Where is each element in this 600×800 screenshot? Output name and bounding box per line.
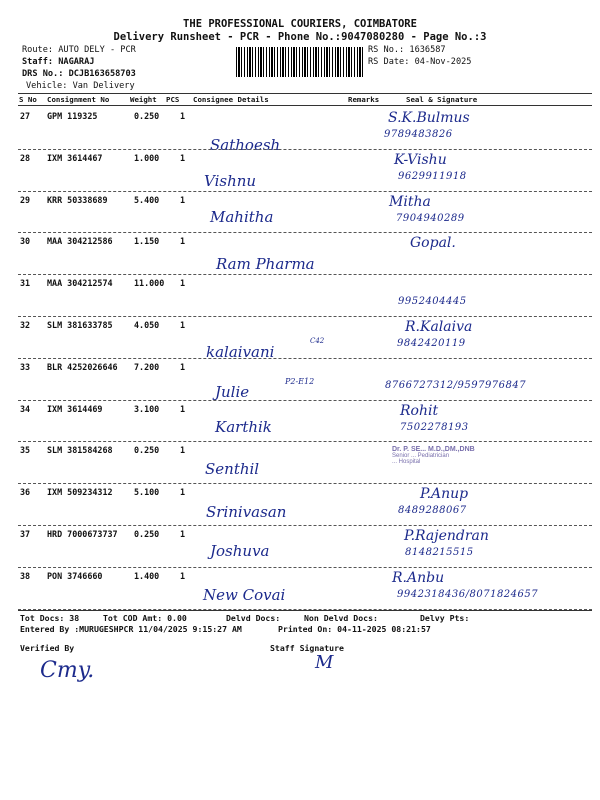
consignee-handwritten: Karthik xyxy=(215,417,272,436)
row-pcs: 1 xyxy=(180,320,186,330)
row-sno: 31 xyxy=(20,278,31,289)
row-divider xyxy=(18,274,592,275)
row-sno: 27 xyxy=(20,111,31,121)
row-divider xyxy=(18,525,592,526)
barcode xyxy=(236,47,364,77)
row-divider xyxy=(18,232,592,233)
row-consignment: GPM 119325 xyxy=(47,111,98,121)
row-pcs: 1 xyxy=(180,278,186,289)
consignee-handwritten: New Covai xyxy=(203,585,286,604)
consignee-handwritten: Joshuva xyxy=(210,542,270,560)
page-subtitle: Delivery Runsheet - PCR - Phone No.:9047080280 - Page No.:3 xyxy=(113,31,487,43)
printed-on: Printed On: 04-11-2025 08:21:57 xyxy=(278,624,431,634)
signature: P.Rajendran xyxy=(404,528,489,544)
row-pcs: 1 xyxy=(180,361,186,372)
phone-handwritten: 9789483826 xyxy=(384,129,453,140)
row-divider xyxy=(18,149,592,150)
row-divider xyxy=(18,191,592,192)
phone-handwritten: 9942318436/8071824657 xyxy=(397,588,539,600)
phone-handwritten: 7904940289 xyxy=(396,212,465,224)
row-consignment: HRD 7000673737 xyxy=(47,529,118,539)
col-pcs: PCS xyxy=(166,95,180,104)
row-weight: 5.400 xyxy=(134,194,160,205)
col-seal: Seal & Signature xyxy=(406,95,478,104)
row-consignment: IXM 3614467 xyxy=(47,152,103,163)
row-consignment: BLR 4252026646 xyxy=(47,361,118,372)
consignee-handwritten: Vishnu xyxy=(204,171,257,190)
stamp-line1: Dr. P. SE... M.D.,DM.,DNB xyxy=(392,446,475,453)
row-weight: 1.000 xyxy=(134,152,160,163)
signature: S.K.Bulmus xyxy=(388,110,470,126)
delvd-docs: Delvd Docs: xyxy=(226,613,281,623)
staff: Staff: NAGARAJ xyxy=(22,57,95,67)
row-weight: 0.250 xyxy=(134,111,160,121)
row-weight: 0.250 xyxy=(134,529,160,539)
row-divider xyxy=(18,441,592,442)
row-weight: 3.100 xyxy=(134,403,160,414)
signature: K-Vishu xyxy=(394,151,447,168)
row-sno: 37 xyxy=(20,529,31,539)
row-consignment: MAA 304212574 xyxy=(47,278,113,289)
row-divider xyxy=(18,316,592,317)
phone-handwritten: 7502278193 xyxy=(400,421,469,433)
row-weight: 1.400 xyxy=(134,570,160,581)
row-sno: 28 xyxy=(20,152,31,163)
entered-by: Entered By :MURUGESHPCR 11/04/2025 9:15:27 AM xyxy=(20,624,242,634)
tot-cod: Tot COD Amt: 0.00 xyxy=(103,613,187,623)
col-consignee: Consignee Details xyxy=(193,95,269,104)
row-weight: 1.150 xyxy=(134,236,160,247)
col-remarks: Remarks xyxy=(348,95,380,104)
row-pcs: 1 xyxy=(180,403,186,414)
phone-handwritten: 8148215515 xyxy=(405,547,474,558)
stamp-line2: Senior ... Pediatrician xyxy=(392,453,450,459)
row-consignment: MAA 304212586 xyxy=(47,236,113,247)
row-weight: 7.200 xyxy=(134,361,160,372)
tot-docs: Tot Docs: 38 xyxy=(20,613,80,623)
rs-date: RS Date: 04-Nov-2025 xyxy=(368,57,472,67)
consignee-handwritten: Julie xyxy=(215,382,250,401)
phone-handwritten: 9629911918 xyxy=(398,170,467,182)
row-sno: 35 xyxy=(20,445,31,456)
col-sno: S No xyxy=(19,95,37,104)
stamp-line3: ... Hospital xyxy=(392,459,421,465)
col-consignment: Consignment No xyxy=(47,95,110,104)
row-consignment: IXM 509234312 xyxy=(47,487,113,498)
note-c42: C42 xyxy=(310,337,325,345)
consignee-handwritten: Srinivasan xyxy=(206,503,287,522)
consignee-handwritten: Senthil xyxy=(205,460,260,479)
row-sno: 36 xyxy=(20,487,31,498)
row-pcs: 1 xyxy=(180,529,186,539)
row-weight: 5.100 xyxy=(134,487,160,498)
row-consignment: SLM 381633785 xyxy=(47,320,113,330)
row-pcs: 1 xyxy=(180,570,186,581)
drs-number: DRS No.: DCJB163658703 xyxy=(22,69,136,79)
col-weight: Weight xyxy=(130,95,157,104)
route: Route: AUTO DELY - PCR xyxy=(22,45,136,55)
row-divider xyxy=(18,358,592,359)
signature: R.Kalaiva xyxy=(405,319,473,335)
phone-handwritten: 8489288067 xyxy=(398,505,467,517)
non-delvd-docs: Non Delvd Docs: xyxy=(304,613,378,623)
doctor-stamp xyxy=(392,446,582,494)
staff-signature-label: Staff Signature xyxy=(270,643,344,653)
row-sno: 32 xyxy=(20,320,31,330)
row-divider xyxy=(18,400,592,401)
signature: Rohit xyxy=(400,402,439,419)
row-pcs: 1 xyxy=(180,445,186,456)
row-consignment: PON 3746660 xyxy=(47,570,103,581)
note-p2: P2-E12 xyxy=(285,377,315,386)
row-divider xyxy=(18,567,592,568)
consignee-handwritten: Ram Pharma xyxy=(216,255,315,274)
row-consignment: IXM 3614469 xyxy=(47,403,103,414)
consignee-handwritten: Sathoesh xyxy=(210,136,281,154)
verifier-signature: Cmy. xyxy=(40,658,95,683)
page-title: THE PROFESSIONAL COURIERS, COIMBATORE xyxy=(183,18,417,30)
row-pcs: 1 xyxy=(180,111,186,121)
row-consignment: SLM 381584268 xyxy=(47,445,113,456)
delvy-pts: Delvy Pts: xyxy=(420,613,470,623)
row-pcs: 1 xyxy=(180,487,186,498)
signature: Mitha xyxy=(389,193,431,210)
row-pcs: 1 xyxy=(180,236,186,247)
phone-handwritten: 9842420119 xyxy=(397,338,466,349)
row-weight: 4.050 xyxy=(134,320,160,330)
row-sno: 29 xyxy=(20,194,31,205)
consignee-handwritten: Mahitha xyxy=(210,207,274,226)
row-sno: 30 xyxy=(20,236,31,247)
signature: Gopal. xyxy=(410,235,456,252)
vehicle: Vehicle: Van Delivery xyxy=(26,81,135,91)
row-pcs: 1 xyxy=(180,152,186,163)
row-sno: 33 xyxy=(20,361,31,372)
row-consignment: KRR 50338689 xyxy=(47,194,108,205)
rs-number: RS No.: 1636587 xyxy=(368,45,446,55)
consignee-handwritten: kalaivani xyxy=(206,343,275,361)
phone-handwritten: 9952404445 xyxy=(398,296,467,308)
row-sno: 34 xyxy=(20,403,31,414)
verified-by: Verified By xyxy=(20,643,75,653)
staff-signature: M xyxy=(315,652,334,673)
signature: P.Anup xyxy=(420,486,469,503)
phone-handwritten: 8766727312/9597976847 xyxy=(385,379,527,391)
row-weight: 11.000 xyxy=(134,278,165,289)
row-weight: 0.250 xyxy=(134,445,160,456)
signature: R.Anbu xyxy=(392,569,445,586)
row-sno: 38 xyxy=(20,570,31,581)
row-pcs: 1 xyxy=(180,194,186,205)
